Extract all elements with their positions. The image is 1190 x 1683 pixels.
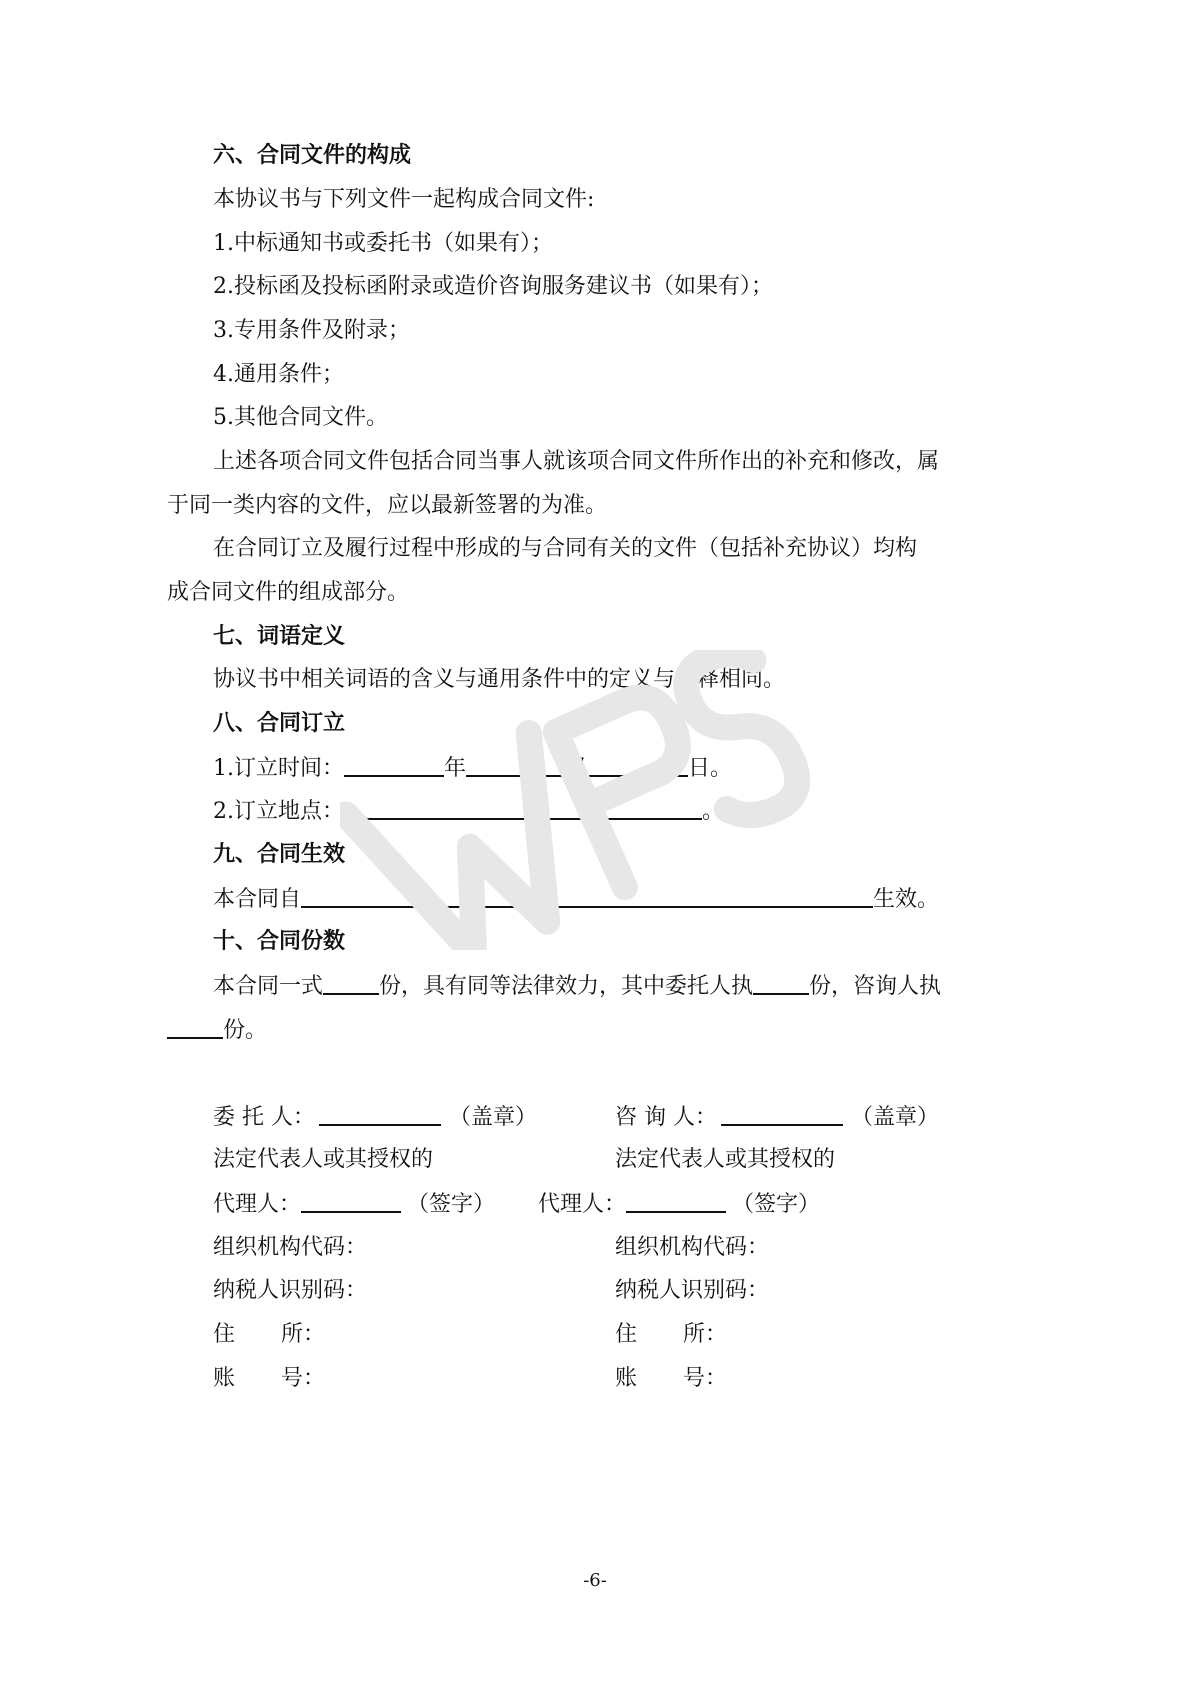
- address-label-b: 所：: [683, 1322, 728, 1347]
- consultant-agent-label: 代理人：: [538, 1192, 627, 1217]
- account-label-b: 号：: [683, 1366, 728, 1391]
- account-label-a: 账: [615, 1366, 638, 1391]
- effective-prefix: 本合同自: [213, 887, 302, 912]
- place-end: 。: [702, 799, 725, 824]
- client-rep-line: 法定代表人或其授权的: [213, 1147, 434, 1172]
- copies-text-1: 本合同一式: [213, 974, 324, 999]
- effective-line: [213, 884, 939, 915]
- client-sign: （签字）: [407, 1192, 496, 1217]
- client-org-code: 组织机构代码：: [213, 1235, 368, 1260]
- consultant-label: 咨 询 人：: [615, 1105, 717, 1130]
- page-number: -6-: [583, 1570, 607, 1591]
- list-item: 1.中标通知书或委托书（如果有）；: [213, 231, 553, 256]
- consultant-account: [615, 1364, 727, 1394]
- section7-text: 协议书中相关词语的含义与通用条件中的定义与解释相同。: [213, 667, 786, 692]
- copies-text-3: 份，咨询人执: [809, 974, 942, 999]
- list-item: 3.专用条件及附录；: [213, 318, 410, 343]
- copies-line: [213, 971, 941, 1002]
- client-seal: （盖章）: [449, 1105, 538, 1130]
- list-item: 4.通用条件；: [213, 362, 344, 387]
- client-agent-label: 代理人：: [213, 1192, 302, 1217]
- consultant-sign: （签字）: [732, 1192, 821, 1217]
- month-blank[interactable]: [466, 753, 566, 777]
- section-heading-8: 八、合同订立: [213, 711, 346, 736]
- signing-place-label: 2.订立地点：: [213, 799, 344, 824]
- consultant-agent-blank[interactable]: [626, 1189, 726, 1213]
- section-heading-7: 七、词语定义: [213, 624, 346, 649]
- section-heading-6: 六、合同文件的构成: [213, 143, 412, 168]
- year-text: 年: [444, 756, 467, 781]
- consultant-tax-id: 纳税人识别码：: [615, 1278, 770, 1303]
- effective-suffix: 生效。: [873, 887, 940, 912]
- list-item: 2.投标函及投标函附录或造价咨询服务建议书（如果有）；: [213, 274, 773, 299]
- section-heading-10: 十、合同份数: [213, 929, 346, 954]
- address-label-b: 所：: [281, 1322, 326, 1347]
- client-agent-line: [213, 1189, 495, 1220]
- client-agent-blank[interactable]: [301, 1189, 401, 1213]
- consultant-rep-line: 法定代表人或其授权的: [615, 1147, 836, 1172]
- paragraph-line: 成合同文件的组成部分。: [167, 580, 410, 605]
- client-tax-id: 纳税人识别码：: [213, 1278, 368, 1303]
- day-blank[interactable]: [588, 753, 688, 777]
- consultant-agent-line: [538, 1189, 820, 1220]
- consultant-copies-blank[interactable]: [167, 1015, 223, 1039]
- signing-time-label: 1.订立时间：: [213, 756, 344, 781]
- consultant-seal: （盖章）: [851, 1105, 940, 1130]
- paragraph-line: 在合同订立及履行过程中形成的与合同有关的文件（包括补充协议）均构: [213, 536, 918, 561]
- signing-place-line: [213, 796, 724, 827]
- consultant-name-blank[interactable]: [721, 1102, 843, 1126]
- client-copies-blank[interactable]: [753, 971, 809, 995]
- address-label-a: 住: [213, 1322, 236, 1347]
- client-account: [213, 1364, 325, 1394]
- month-text: 月: [566, 756, 589, 781]
- client-seal-line: [213, 1102, 537, 1133]
- section-heading-9: 九、合同生效: [213, 842, 346, 867]
- copies-line-2: [167, 1015, 267, 1046]
- list-item: 5.其他合同文件。: [213, 405, 388, 430]
- consultant-org-code: 组织机构代码：: [615, 1235, 770, 1260]
- place-blank[interactable]: [344, 796, 702, 820]
- client-name-blank[interactable]: [319, 1102, 441, 1126]
- client-address: [213, 1320, 325, 1350]
- consultant-address: [615, 1320, 727, 1350]
- address-label-a: 住: [615, 1322, 638, 1347]
- effective-blank[interactable]: [301, 884, 873, 908]
- year-blank[interactable]: [344, 753, 444, 777]
- consultant-seal-line: [615, 1102, 939, 1133]
- copies-text-4: 份。: [223, 1018, 268, 1043]
- day-text: 日。: [688, 756, 733, 781]
- account-label-a: 账: [213, 1366, 236, 1391]
- section6-intro: 本协议书与下列文件一起构成合同文件:: [213, 187, 595, 212]
- paragraph-line: 于同一类内容的文件，应以最新签署的为准。: [167, 493, 608, 518]
- account-label-b: 号：: [281, 1366, 326, 1391]
- signing-time-line: [213, 753, 732, 784]
- paragraph-line: 上述各项合同文件包括合同当事人就该项合同文件所作出的补充和修改，属: [213, 449, 940, 474]
- copies-text-2: 份，具有同等法律效力，其中委托人执: [379, 974, 754, 999]
- total-copies-blank[interactable]: [323, 971, 379, 995]
- client-label: 委 托 人：: [213, 1105, 315, 1130]
